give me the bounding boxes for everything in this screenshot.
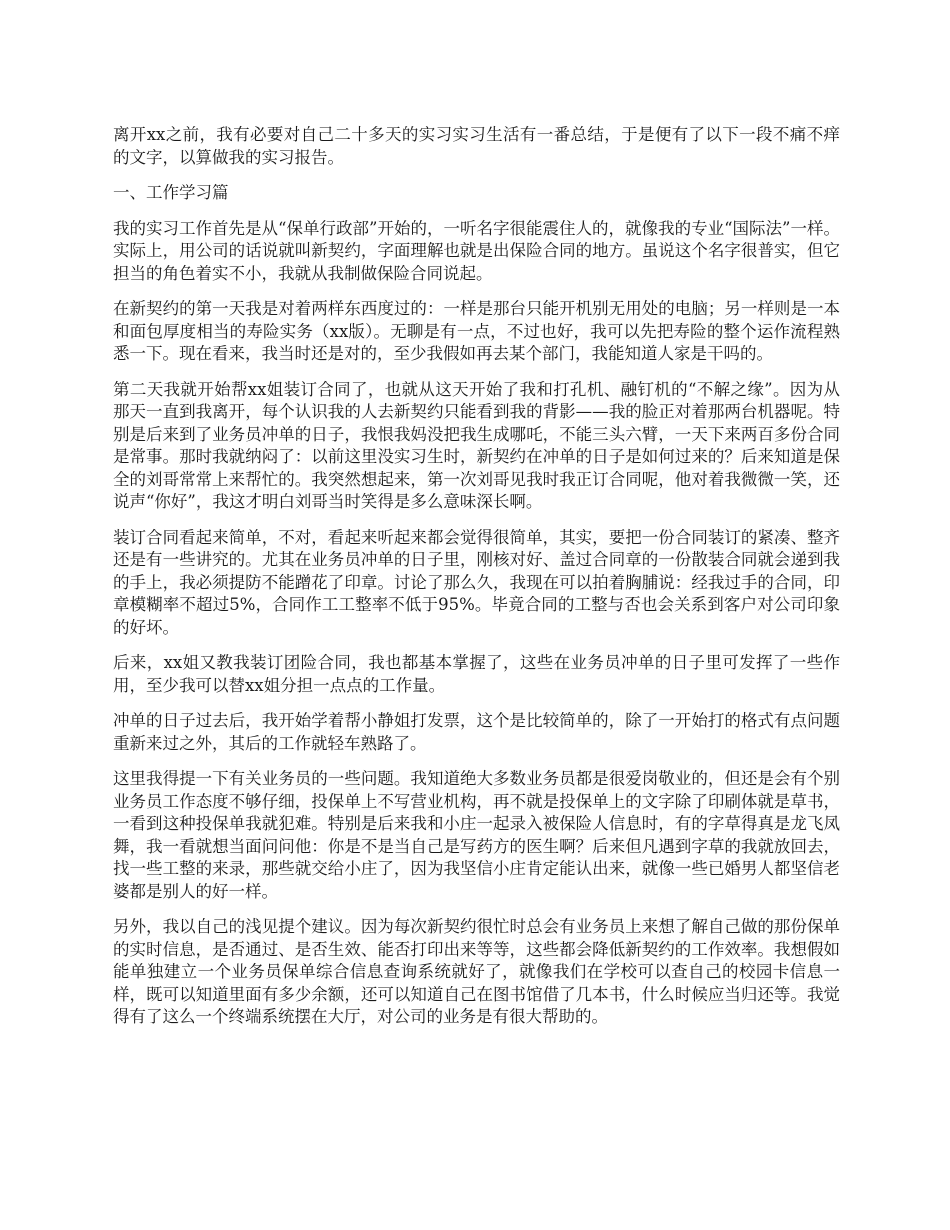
intro-paragraph: 离开xx之前，我有必要对自己二十多天的实习实习生活有一番总结，于是便有了以下一段不痛不痒的文字，以算做我的实习报告。 bbox=[113, 125, 840, 167]
paragraph-5: 后来，xx姐又教我装订团险合同，我也都基本掌握了，这些在业务员冲单的日子里可发挥了一些作用，至少我可以替xx姐分担一点点的工作量。 bbox=[113, 653, 840, 695]
section-heading: 一、工作学习篇 bbox=[113, 183, 229, 202]
paragraph-1: 我的实习工作首先是从“保单行政部”开始的，一听名字很能震住人的，就像我的专业“国际法”一样。实际上，用公司的话说就叫新契约，字面理解也就是出保险合同的地方。虽说这个名字很普实，但它担当的角色着实不小，我就从我制做保险合同说起。 bbox=[113, 218, 840, 283]
paragraph-7: 这里我得提一下有关业务员的一些问题。我知道绝大多数业务员都是很爱岗敬业的，但还是会有个别业务员工作态度不够仔细，投保单上不写营业机构，再不就是投保单上的文字除了印刷体就是草书，一看到这种投保单我就犯难。特别是后来我和小庄一起录入被保险人信息时，有的字草得真是龙飞凤舞，我一看就想当面问问他：你是不是当自己是写药方的医生啊？后来但凡遇到字草的我就放回去，找一些工整的来录，那些就交给小庄了，因为我坚信小庄肯定能认出来，就像一些已婚男人都坚信老婆都是别人的好一样。 bbox=[113, 769, 840, 901]
paragraph-6: 冲单的日子过去后，我开始学着帮小静姐打发票，这个是比较简单的，除了一开始打的格式有点问题重新来过之外，其后的工作就轻车熟路了。 bbox=[113, 711, 840, 753]
paragraph-2: 在新契约的第一天我是对着两样东西度过的：一样是那台只能开机别无用处的电脑；另一样则是一本和面包厚度相当的寿险实务（xx版）。无聊是有一点，不过也好，我可以先把寿险的整个运作流程熟悉一下。现在看来，我当时还是对的，至少我假如再去某个部门，我能知道人家是干吗的。 bbox=[113, 299, 840, 363]
paragraph-8: 另外，我以自己的浅见提个建议。因为每次新契约很忙时总会有业务员上来想了解自己做的那份保单的实时信息，是否通过、是否生效、能否打印出来等等，这些都会降低新契约的工作效率。我想假如能单独建立一个业务员保单综合信息查询系统就好了，就像我们在学校可以查自己的校园卡信息一样，既可以知道里面有多少余额，还可以知道自己在图书馆借了几本书，什么时候应当归还等。我觉得有了这么一个终端系统摆在大厅，对公司的业务是有很大帮助的。 bbox=[113, 917, 840, 1026]
document-body bbox=[113, 124, 840, 1042]
paragraph-3: 第二天我就开始帮xx姐装订合同了，也就从这天开始了我和打孔机、融钉机的“不解之缘”。因为从那天一直到我离开，每个认识我的人去新契约只能看到我的背影——我的脸正对着那两台机器呢。特别是后来到了业务员冲单的日子，我恨我妈没把我生成哪吒，不能三头六臂，一天下来两百多份合同是常事。那时我就纳闷了：以前这里没实习生时，新契约在冲单的日子是如何过来的？后来知道是保全的刘哥常常上来帮忙的。我突然想起来，第一次刘哥见我时我正订合同呢，他对着我微微一笑，还说声“你好”，我这才明白刘哥当时笑得是多么意味深长啊。 bbox=[113, 379, 840, 511]
paragraph-4: 装订合同看起来简单，不对，看起来听起来都会觉得很简单，其实，要把一份合同装订的紧凑、整齐还是有一些讲究的。尤其在业务员冲单的日子里，刚核对好、盖过合同章的一份散装合同就会递到我的手上，我必须提防不能蹭花了印章。讨论了那么久，我现在可以拍着胸脯说：经我过手的合同，印章模糊率不超过5%，合同作工工整率不低于95%。毕竟合同的工整与否也会关系到客户对公司印象的好坏。 bbox=[113, 527, 840, 637]
